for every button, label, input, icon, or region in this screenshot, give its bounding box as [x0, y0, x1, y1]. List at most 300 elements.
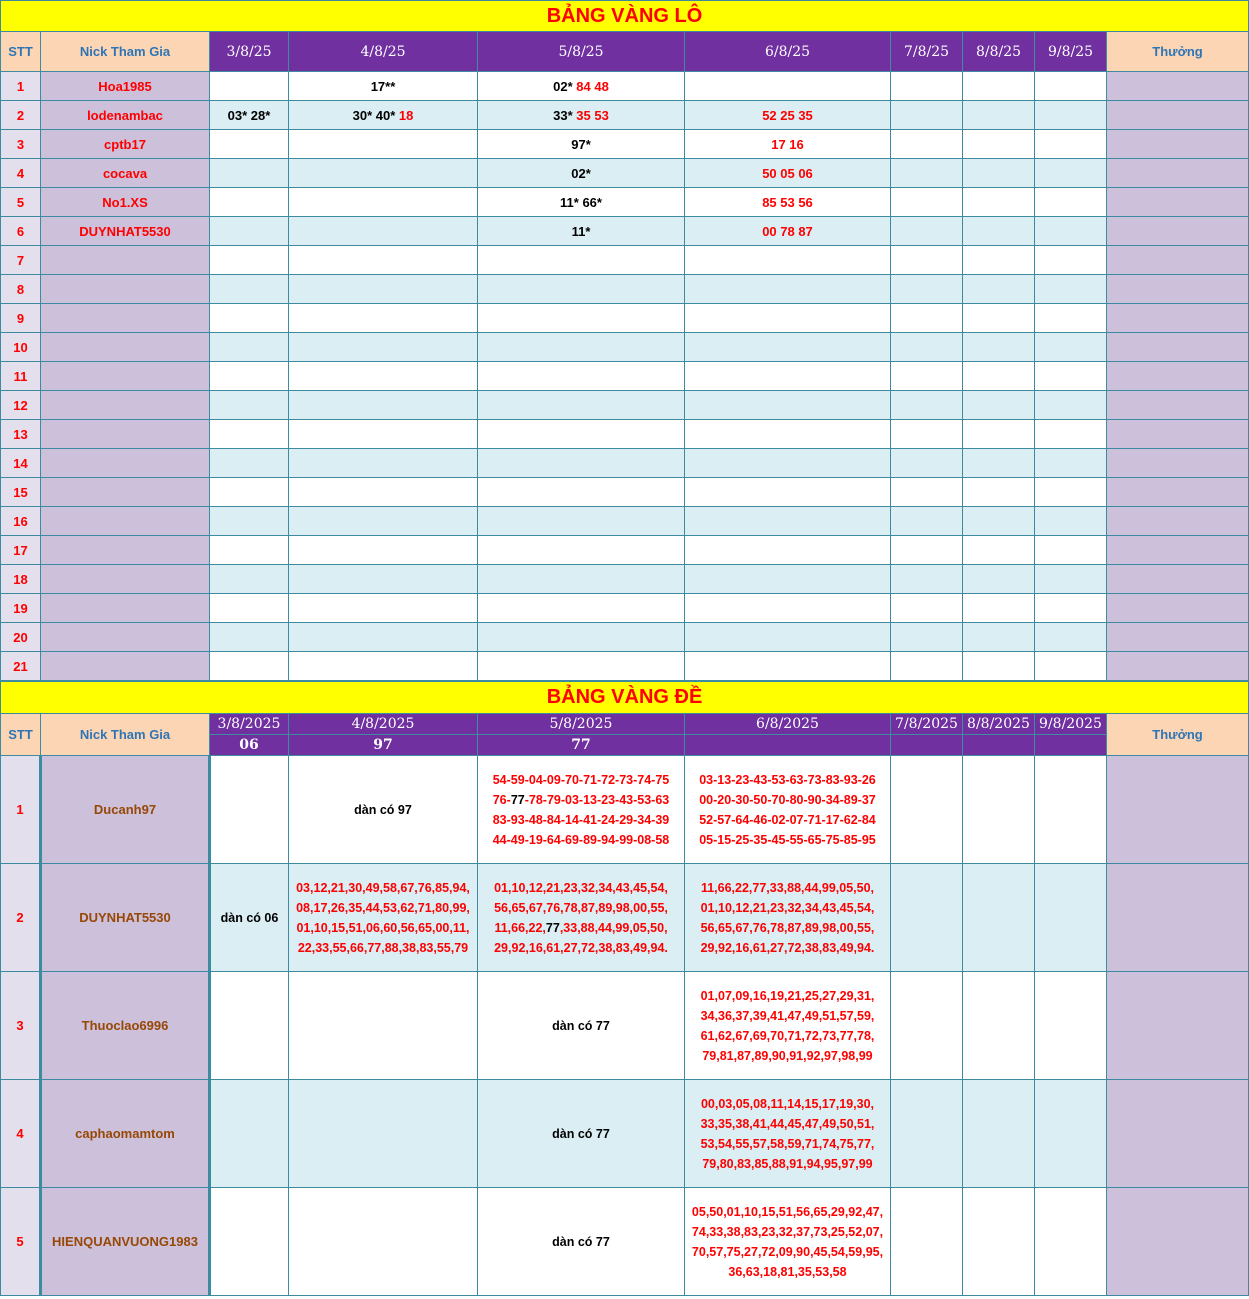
de-row — [1, 1080, 1249, 1188]
lo-cell — [963, 623, 1035, 652]
lo-cell — [891, 594, 963, 623]
de-cell — [891, 756, 963, 864]
de-cell — [891, 864, 963, 972]
de-cell — [210, 1080, 289, 1188]
de-cell — [289, 1188, 478, 1296]
lo-cell — [963, 478, 1035, 507]
row-thuong — [1107, 246, 1249, 275]
lo-row — [1, 391, 1249, 420]
lo-cell — [289, 72, 478, 101]
row-stt: 7 — [1, 246, 41, 275]
lo-cell — [685, 565, 891, 594]
cell-text: 77 — [545, 920, 560, 935]
cell-text: 54-59-04-09-70-71-72-73-74-75 — [492, 772, 670, 787]
cell-text: 56,65,67,76,78,87,89,98,00,55, — [494, 900, 668, 915]
lo-cell — [289, 420, 478, 449]
row-stt: 10 — [1, 333, 41, 362]
cell-text: 83-93-48-84-14-41-24-29-34-39 — [492, 812, 670, 827]
lo-row — [1, 275, 1249, 304]
lo-cell — [478, 507, 685, 536]
lo-cell — [289, 333, 478, 362]
row-thuong — [1107, 159, 1249, 188]
de-result: 77 — [478, 735, 685, 756]
cell-line — [685, 1114, 890, 1134]
lo-cell — [289, 217, 478, 246]
lo-header-date: 5/8/25 — [478, 32, 685, 72]
cell-line — [685, 918, 890, 938]
row-stt: 12 — [1, 391, 41, 420]
lo-row — [1, 420, 1249, 449]
lo-cell — [891, 304, 963, 333]
cell-text: 35 53 — [572, 107, 609, 123]
de-result — [685, 735, 891, 756]
cell-lines — [478, 1124, 684, 1144]
cell-lines — [211, 908, 288, 928]
cell-line — [289, 800, 477, 820]
lo-cell — [210, 420, 289, 449]
lo-cell — [478, 420, 685, 449]
row-stt: 5 — [1, 188, 41, 217]
cell-text: 00,03,05,08,11,14,15,17,19,30, — [700, 1096, 875, 1111]
lo-cell — [478, 594, 685, 623]
lo-cell — [1035, 130, 1107, 159]
cell-line — [685, 986, 890, 1006]
lo-cell — [210, 391, 289, 420]
cell-lines — [289, 800, 477, 820]
lo-cell — [685, 478, 891, 507]
lo-cell — [685, 594, 891, 623]
lo-cell — [963, 188, 1035, 217]
cell-text: 97* — [571, 136, 591, 152]
row-stt: 1 — [1, 756, 41, 864]
de-cell — [210, 864, 289, 972]
de-cell — [891, 1188, 963, 1296]
cell-text: 11,66,22, — [494, 920, 546, 935]
cell-text: dàn có 77 — [552, 1126, 610, 1141]
cell-text: 53,54,55,57,58,59,71,74,75,77, — [700, 1136, 875, 1151]
de-cell — [1035, 864, 1107, 972]
lo-cell — [478, 188, 685, 217]
cell-text: -78-79-03-13-23-43-53-63 — [524, 792, 670, 807]
lo-cell — [963, 275, 1035, 304]
cell-line — [685, 810, 890, 830]
lo-cell — [210, 478, 289, 507]
de-header-date: 9/8/2025 — [1035, 714, 1107, 735]
lo-cell — [210, 333, 289, 362]
cell-text: 36,63,18,81,35,53,58 — [728, 1264, 847, 1279]
cell-text: 01,10,12,21,23,32,34,43,45,54, — [700, 900, 875, 915]
lo-cell — [963, 362, 1035, 391]
lo-cell — [210, 565, 289, 594]
cell-text: 03* 28* — [227, 107, 271, 123]
cell-text: 52-57-64-46-02-07-71-17-62-84 — [699, 812, 876, 827]
de-cell — [891, 972, 963, 1080]
lo-header-stt: STT — [1, 32, 41, 72]
row-thuong — [1107, 864, 1249, 972]
lo-cell — [289, 304, 478, 333]
cell-text: 01,07,09,16,19,21,25,27,29,31, — [700, 988, 875, 1003]
row-thuong — [1107, 217, 1249, 246]
lo-cell — [289, 159, 478, 188]
lo-cell — [478, 304, 685, 333]
lo-cell — [963, 217, 1035, 246]
lo-header-nick: Nick Tham Gia — [41, 32, 210, 72]
lo-cell — [891, 478, 963, 507]
row-nick — [41, 536, 210, 565]
lo-cell — [685, 275, 891, 304]
cell-line — [685, 1026, 890, 1046]
row-stt: 21 — [1, 652, 41, 681]
cell-text: 29,92,16,61,27,72,38,83,49,94. — [700, 940, 875, 955]
row-stt: 4 — [1, 1080, 41, 1188]
de-cell — [963, 756, 1035, 864]
cell-lines — [685, 1094, 890, 1174]
row-thuong — [1107, 420, 1249, 449]
row-stt: 1 — [1, 72, 41, 101]
row-nick — [41, 594, 210, 623]
cell-text: 76- — [492, 792, 511, 807]
lo-cell — [685, 246, 891, 275]
cell-lines — [685, 1202, 890, 1282]
lo-cell — [891, 420, 963, 449]
row-nick: Hoa1985 — [41, 72, 210, 101]
cell-lines — [478, 770, 684, 850]
lo-cell — [963, 304, 1035, 333]
cell-text: 11* 66* — [560, 194, 602, 210]
lo-cell — [891, 217, 963, 246]
cell-text: 05,50,01,10,15,51,56,65,29,92,47, — [691, 1204, 884, 1219]
de-cell — [210, 972, 289, 1080]
cell-text: 02* — [571, 165, 591, 181]
lo-cell — [289, 188, 478, 217]
lo-cell — [1035, 623, 1107, 652]
lo-cell — [685, 101, 891, 130]
row-nick: lodenambac — [41, 101, 210, 130]
lo-cell — [1035, 594, 1107, 623]
lo-cell — [1035, 652, 1107, 681]
lo-cell — [963, 536, 1035, 565]
lo-row — [1, 536, 1249, 565]
cell-line — [685, 1202, 890, 1222]
lo-cell — [1035, 72, 1107, 101]
row-nick: cptb17 — [41, 130, 210, 159]
lo-cell — [1035, 507, 1107, 536]
row-thuong — [1107, 972, 1249, 1080]
cell-lines — [685, 986, 890, 1066]
cell-text: 18 — [395, 107, 414, 123]
lo-cell — [478, 623, 685, 652]
lo-cell — [289, 101, 478, 130]
de-header-date: 6/8/2025 — [685, 714, 891, 735]
cell-line — [685, 878, 890, 898]
lo-cell — [685, 420, 891, 449]
lo-cell — [478, 449, 685, 478]
lo-cell — [685, 391, 891, 420]
lo-cell — [478, 652, 685, 681]
lo-cell — [478, 159, 685, 188]
cell-line — [478, 830, 684, 850]
de-body — [1, 756, 1249, 1296]
row-thuong — [1107, 565, 1249, 594]
cell-text: 70,57,75,27,72,09,90,45,54,59,95, — [691, 1244, 884, 1259]
cell-line — [685, 938, 890, 958]
row-nick — [41, 507, 210, 536]
lo-cell — [891, 623, 963, 652]
row-stt: 3 — [1, 972, 41, 1080]
row-nick: Thuoclao6996 — [41, 972, 210, 1080]
row-nick: caphaomamtom — [41, 1080, 210, 1188]
lo-row — [1, 304, 1249, 333]
row-nick — [41, 420, 210, 449]
row-nick: HIENQUANVUONG1983 — [41, 1188, 210, 1296]
lo-cell — [289, 362, 478, 391]
row-thuong — [1107, 652, 1249, 681]
row-stt: 3 — [1, 130, 41, 159]
row-thuong — [1107, 362, 1249, 391]
lo-cell — [478, 478, 685, 507]
row-stt: 9 — [1, 304, 41, 333]
lo-row — [1, 623, 1249, 652]
lo-row — [1, 565, 1249, 594]
lo-cell — [289, 623, 478, 652]
lo-row — [1, 101, 1249, 130]
row-nick — [41, 449, 210, 478]
lo-cell — [1035, 478, 1107, 507]
cell-text: 61,62,67,69,70,71,72,73,77,78, — [700, 1028, 875, 1043]
row-nick — [41, 304, 210, 333]
lo-cell — [685, 362, 891, 391]
de-cell — [210, 756, 289, 864]
cell-line — [289, 918, 477, 938]
lo-cell — [1035, 159, 1107, 188]
lo-cell — [891, 449, 963, 478]
lo-cell — [289, 130, 478, 159]
cell-text: 11* — [571, 223, 591, 239]
de-cell — [963, 1188, 1035, 1296]
lo-cell — [1035, 101, 1107, 130]
cell-line — [478, 918, 684, 938]
cell-line — [685, 1222, 890, 1242]
lo-header-date: 6/8/25 — [685, 32, 891, 72]
row-stt: 13 — [1, 420, 41, 449]
lo-row — [1, 594, 1249, 623]
lo-row — [1, 159, 1249, 188]
cell-text: 44-49-19-64-69-89-94-99-08-58 — [492, 832, 670, 847]
de-cell — [685, 1080, 891, 1188]
lo-cell — [478, 536, 685, 565]
lo-cell — [210, 304, 289, 333]
lo-cell — [478, 391, 685, 420]
lo-cell — [210, 159, 289, 188]
de-cell — [1035, 756, 1107, 864]
de-cell — [478, 1080, 685, 1188]
de-header-date: 3/8/2025 — [210, 714, 289, 735]
cell-text: 02* — [553, 78, 573, 94]
lo-cell — [963, 652, 1035, 681]
lo-cell — [963, 594, 1035, 623]
cell-text: 01,10,15,51,06,60,56,65,00,11, — [296, 920, 470, 935]
cell-text: 30* 40* — [352, 107, 396, 123]
lo-cell — [891, 652, 963, 681]
lo-cell — [685, 623, 891, 652]
de-cell — [963, 972, 1035, 1080]
cell-lines — [289, 878, 477, 958]
row-thuong — [1107, 507, 1249, 536]
row-thuong — [1107, 333, 1249, 362]
lo-cell — [210, 72, 289, 101]
de-cell — [685, 756, 891, 864]
row-nick: cocava — [41, 159, 210, 188]
lo-cell — [289, 478, 478, 507]
lo-header-date: 9/8/25 — [1035, 32, 1107, 72]
lo-cell — [210, 507, 289, 536]
row-stt: 18 — [1, 565, 41, 594]
lo-cell — [891, 72, 963, 101]
cell-line — [685, 1046, 890, 1066]
lo-cell — [963, 391, 1035, 420]
cell-text: 74,33,38,83,23,32,37,73,25,52,07, — [691, 1224, 884, 1239]
cell-text: 33* — [553, 107, 573, 123]
cell-line — [478, 938, 684, 958]
cell-lines — [685, 770, 890, 850]
lo-cell — [963, 130, 1035, 159]
cell-text: 08,17,26,35,44,53,62,71,80,99, — [296, 900, 470, 915]
lo-cell — [289, 449, 478, 478]
de-cell — [478, 1188, 685, 1296]
lo-cell — [289, 391, 478, 420]
lo-cell — [963, 420, 1035, 449]
lo-cell — [685, 652, 891, 681]
lo-cell — [210, 275, 289, 304]
de-table — [0, 681, 1249, 1296]
de-cell — [1035, 972, 1107, 1080]
de-cell — [478, 972, 685, 1080]
lo-row — [1, 362, 1249, 391]
row-thuong — [1107, 391, 1249, 420]
lo-cell — [478, 72, 685, 101]
lo-cell — [891, 130, 963, 159]
row-stt: 2 — [1, 864, 41, 972]
lo-body — [1, 72, 1249, 681]
de-header-nick: Nick Tham Gia — [41, 714, 210, 756]
lo-row — [1, 478, 1249, 507]
lo-cell — [289, 275, 478, 304]
de-cell — [1035, 1080, 1107, 1188]
cell-text: 79,80,83,85,88,91,94,95,97,99 — [702, 1156, 873, 1171]
cell-text: 01,10,12,21,23,32,34,43,45,54, — [494, 880, 668, 895]
row-nick — [41, 565, 210, 594]
lo-cell — [891, 391, 963, 420]
de-header-stt: STT — [1, 714, 41, 756]
lo-row — [1, 507, 1249, 536]
cell-line — [478, 878, 684, 898]
lo-cell — [210, 623, 289, 652]
de-result — [963, 735, 1035, 756]
row-nick — [41, 623, 210, 652]
lo-row — [1, 217, 1249, 246]
row-nick — [41, 652, 210, 681]
lo-header-date: 7/8/25 — [891, 32, 963, 72]
cell-text: dàn có 97 — [354, 802, 412, 817]
lo-cell — [685, 188, 891, 217]
de-row — [1, 1188, 1249, 1296]
lo-cell — [1035, 188, 1107, 217]
lo-cell — [1035, 362, 1107, 391]
cell-text: dàn có 06 — [220, 910, 279, 925]
lo-cell — [685, 72, 891, 101]
row-stt: 8 — [1, 275, 41, 304]
row-nick — [41, 275, 210, 304]
row-thuong — [1107, 623, 1249, 652]
cell-lines — [685, 878, 890, 958]
cell-text: 56,65,67,76,78,87,89,98,00,55, — [700, 920, 875, 935]
row-thuong — [1107, 1080, 1249, 1188]
cell-line — [685, 1094, 890, 1114]
lo-cell — [963, 565, 1035, 594]
lo-cell — [210, 246, 289, 275]
lo-cell — [1035, 333, 1107, 362]
de-row — [1, 972, 1249, 1080]
row-thuong — [1107, 72, 1249, 101]
row-nick — [41, 478, 210, 507]
de-cell — [478, 756, 685, 864]
lo-cell — [891, 101, 963, 130]
de-cell — [289, 1080, 478, 1188]
cell-text: 00-20-30-50-70-80-90-34-89-37 — [699, 792, 876, 807]
lo-row — [1, 72, 1249, 101]
de-cell — [685, 864, 891, 972]
lo-cell — [478, 101, 685, 130]
cell-line — [685, 1006, 890, 1026]
cell-line — [685, 1242, 890, 1262]
lo-cell — [891, 507, 963, 536]
lo-cell — [963, 507, 1035, 536]
de-cell — [963, 1080, 1035, 1188]
lo-row — [1, 246, 1249, 275]
lo-cell — [1035, 217, 1107, 246]
lo-cell — [685, 449, 891, 478]
lo-cell — [891, 333, 963, 362]
row-nick — [41, 246, 210, 275]
row-thuong — [1107, 304, 1249, 333]
row-thuong — [1107, 188, 1249, 217]
row-nick — [41, 391, 210, 420]
row-nick: Ducanh97 — [41, 756, 210, 864]
lo-cell — [1035, 275, 1107, 304]
de-cell — [289, 972, 478, 1080]
de-header-date: 4/8/2025 — [289, 714, 478, 735]
lo-row — [1, 449, 1249, 478]
cell-text: 50 05 06 — [762, 165, 813, 181]
lo-cell — [963, 101, 1035, 130]
lo-cell — [289, 246, 478, 275]
lo-cell — [685, 159, 891, 188]
row-stt: 17 — [1, 536, 41, 565]
row-stt: 6 — [1, 217, 41, 246]
cell-line — [685, 1262, 890, 1282]
de-cell — [891, 1080, 963, 1188]
cell-text: 84 48 — [572, 78, 609, 94]
row-nick: DUYNHAT5530 — [41, 864, 210, 972]
lo-cell — [685, 130, 891, 159]
lo-row — [1, 652, 1249, 681]
lo-cell — [478, 362, 685, 391]
row-thuong — [1107, 1188, 1249, 1296]
cell-text: 11,66,22,77,33,88,44,99,05,50, — [700, 880, 875, 895]
lo-cell — [963, 159, 1035, 188]
de-cell — [478, 864, 685, 972]
cell-text: 29,92,16,61,27,72,38,83,49,94. — [494, 940, 668, 955]
